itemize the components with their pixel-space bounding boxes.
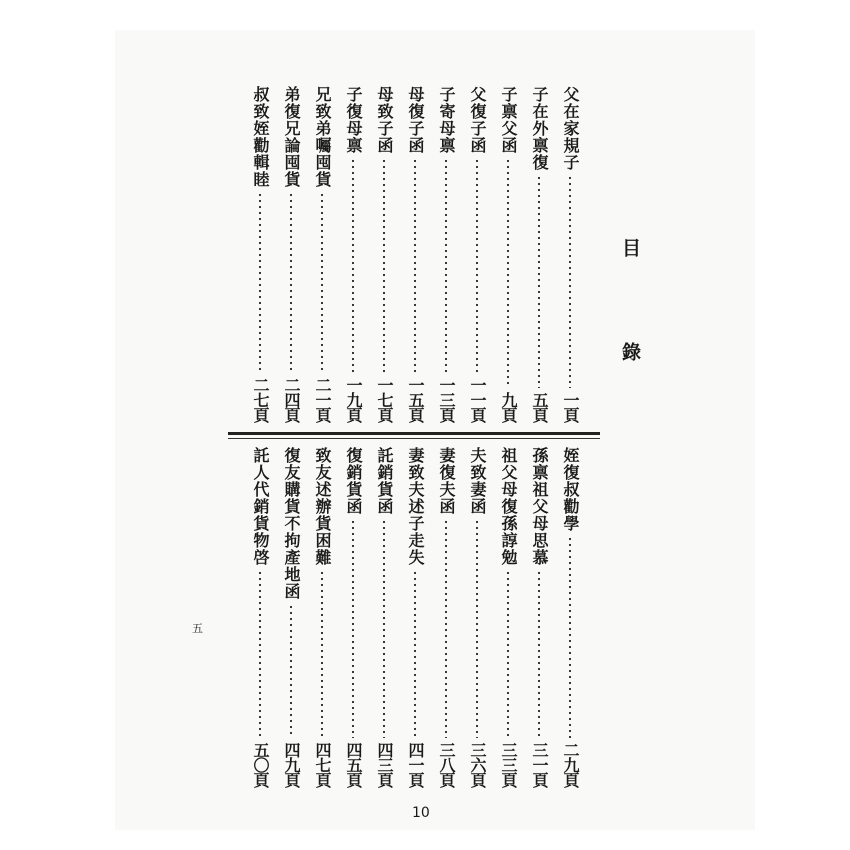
toc-leader-dots bbox=[352, 519, 354, 738]
toc-entry-title: 叔致姪勸輯睦 bbox=[251, 86, 270, 188]
page-number: 10 bbox=[412, 805, 430, 821]
toc-heading-char-1: 目 bbox=[619, 238, 641, 257]
toc-entry-page: 四三頁 bbox=[375, 742, 394, 787]
toc-entry-title: 父復子函 bbox=[468, 86, 487, 154]
toc-entry bbox=[281, 447, 301, 787]
toc-leader-dots bbox=[445, 519, 447, 738]
toc-leader-dots bbox=[259, 570, 261, 738]
toc-entry bbox=[312, 86, 332, 422]
toc-entry-title: 兄致弟囑囤貨 bbox=[313, 86, 332, 188]
toc-entry-page: 一一頁 bbox=[468, 377, 487, 422]
toc-leader-dots bbox=[321, 192, 323, 373]
toc-entry-page: 三三頁 bbox=[499, 742, 518, 787]
toc-entry-title: 妻復夫函 bbox=[437, 447, 456, 515]
toc-entry bbox=[343, 447, 363, 787]
toc-entry bbox=[312, 447, 332, 787]
toc-entry bbox=[529, 447, 549, 787]
toc-entry-page: 一九頁 bbox=[344, 377, 363, 422]
side-page-mark: 五 bbox=[192, 622, 203, 635]
toc-entry bbox=[560, 447, 580, 787]
toc-entry-title: 母復子函 bbox=[406, 86, 425, 154]
toc-entry-title: 致友述辦貨困難 bbox=[313, 447, 332, 566]
toc-leader-dots bbox=[476, 519, 478, 738]
toc-entry bbox=[529, 86, 549, 422]
toc-entry-page: 二四頁 bbox=[282, 377, 301, 422]
toc-entry-title: 夫致妻函 bbox=[468, 447, 487, 515]
toc-entry bbox=[436, 86, 456, 422]
toc-entry-title: 復友購貨不拘產地函 bbox=[282, 447, 301, 600]
toc-leader-dots bbox=[569, 175, 571, 388]
toc-entry-page: 九頁 bbox=[499, 392, 518, 422]
toc-entry-title: 子在外禀復 bbox=[530, 86, 549, 171]
toc-leader-dots bbox=[321, 570, 323, 738]
toc-entry-page: 三六頁 bbox=[468, 742, 487, 787]
toc-entry-page: 一頁 bbox=[561, 392, 580, 422]
toc-entry-page: 三一頁 bbox=[530, 742, 549, 787]
toc-entry bbox=[467, 447, 487, 787]
toc-leader-dots bbox=[259, 192, 261, 373]
toc-leader-dots bbox=[414, 570, 416, 738]
toc-entry-page: 二一頁 bbox=[313, 377, 332, 422]
toc-entry-page: 二七頁 bbox=[251, 377, 270, 422]
toc-leader-dots bbox=[538, 570, 540, 738]
toc-entry-title: 子復母禀 bbox=[344, 86, 363, 154]
toc-entry-title: 妻致夫述子走失 bbox=[406, 447, 425, 566]
toc-entry bbox=[250, 447, 270, 787]
toc-entry bbox=[405, 86, 425, 422]
toc-entry-page: 五〇頁 bbox=[251, 742, 270, 787]
toc-entry bbox=[467, 86, 487, 422]
toc-entry bbox=[374, 447, 394, 787]
toc-leader-dots bbox=[383, 158, 385, 373]
toc-leader-dots bbox=[476, 158, 478, 373]
toc-leader-dots bbox=[383, 519, 385, 738]
toc-entry-page: 四九頁 bbox=[282, 742, 301, 787]
toc-entry bbox=[560, 86, 580, 422]
toc-entry-page: 四五頁 bbox=[344, 742, 363, 787]
toc-entry-page: 一三頁 bbox=[437, 377, 456, 422]
section-divider-thin bbox=[228, 438, 600, 439]
toc-entry-page: 四七頁 bbox=[313, 742, 332, 787]
toc-leader-dots bbox=[445, 158, 447, 373]
toc-entry-title: 子禀父函 bbox=[499, 86, 518, 154]
toc-leader-dots bbox=[538, 175, 540, 388]
toc-leader-dots bbox=[569, 536, 571, 738]
toc-entry bbox=[250, 86, 270, 422]
toc-entry-page: 一七頁 bbox=[375, 377, 394, 422]
document-page bbox=[115, 30, 755, 830]
toc-entry bbox=[374, 86, 394, 422]
toc-entry bbox=[281, 86, 301, 422]
toc-entry bbox=[498, 86, 518, 422]
toc-entry-title: 弟復兄論囤貨 bbox=[282, 86, 301, 188]
toc-entry-title: 託銷貨函 bbox=[375, 447, 394, 515]
toc-leader-dots bbox=[507, 570, 509, 738]
toc-entry bbox=[436, 447, 456, 787]
toc-entry bbox=[343, 86, 363, 422]
toc-leader-dots bbox=[414, 158, 416, 373]
section-divider bbox=[228, 432, 600, 435]
toc-entry bbox=[405, 447, 425, 787]
toc-leader-dots bbox=[290, 192, 292, 373]
toc-entry-page: 五頁 bbox=[530, 392, 549, 422]
toc-entry-title: 姪復叔勸學 bbox=[561, 447, 580, 532]
toc-entry bbox=[498, 447, 518, 787]
toc-entry-page: 四一頁 bbox=[406, 742, 425, 787]
toc-entry-title: 母致子函 bbox=[375, 86, 394, 154]
toc-entry-title: 祖父母復孫諄勉 bbox=[499, 447, 518, 566]
toc-heading-char-2: 錄 bbox=[619, 342, 641, 361]
toc-entry-title: 孫禀祖父母思慕 bbox=[530, 447, 549, 566]
toc-entry-title: 復銷貨函 bbox=[344, 447, 363, 515]
toc-leader-dots bbox=[352, 158, 354, 373]
toc-entry-title: 託人代銷貨物啓 bbox=[251, 447, 270, 566]
toc-entry-title: 父在家規子 bbox=[561, 86, 580, 171]
toc-entry-title: 子寄母禀 bbox=[437, 86, 456, 154]
toc-leader-dots bbox=[507, 158, 509, 388]
toc-entry-page: 二九頁 bbox=[561, 742, 580, 787]
toc-entry-page: 一五頁 bbox=[406, 377, 425, 422]
toc-leader-dots bbox=[290, 604, 292, 738]
toc-entry-page: 三八頁 bbox=[437, 742, 456, 787]
